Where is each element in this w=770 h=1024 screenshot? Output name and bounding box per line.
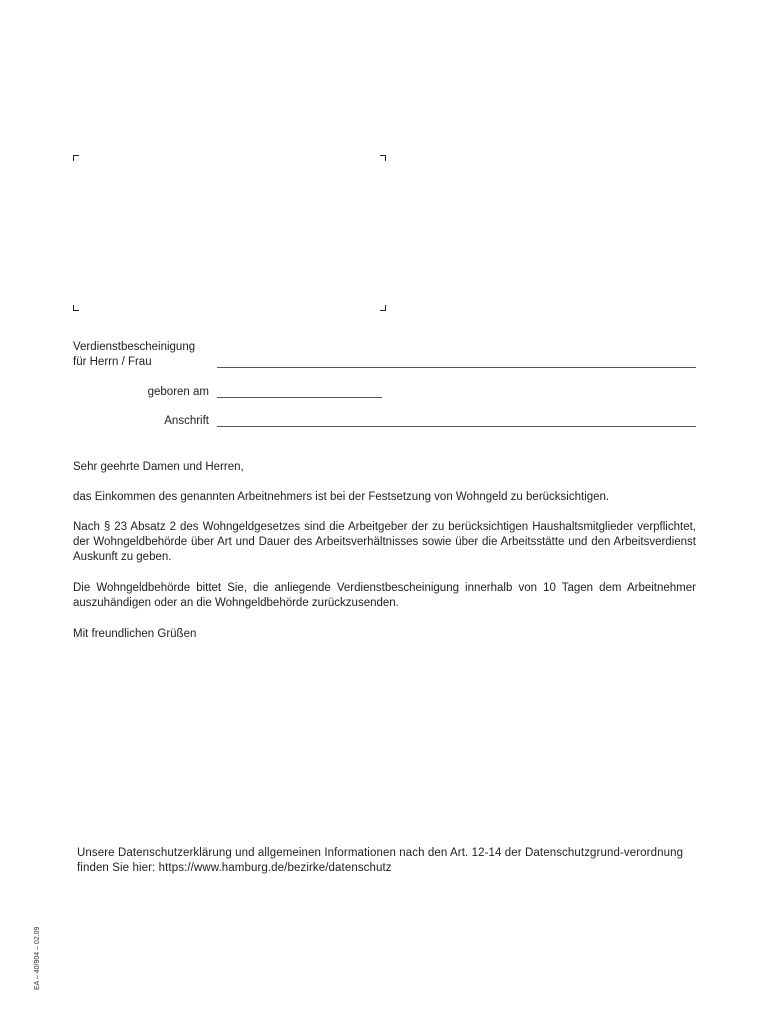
privacy-notice: Unsere Datenschutzerklärung und allgemeinen Informationen nach den Art. 12-14 der Datenschutzgrund-verordnung finden Sie hier: https://www.hamburg.de/bezirke/datenschutz (77, 847, 684, 874)
address-field-line[interactable] (217, 426, 696, 427)
form-title: Verdienstbescheinigung (73, 341, 196, 353)
address-window-corner-bottom-left (73, 305, 79, 311)
form-code: EA – 40/904 – 02.09 (34, 926, 41, 990)
address-label: Anschrift (164, 415, 209, 427)
letter-paragraph-1: das Einkommen des genannten Arbeitnehmers ist bei der Festsetzung von Wohngeld zu berücksichtigen. (73, 491, 610, 503)
birth-date-field-line[interactable] (217, 397, 382, 398)
address-window-corner-top-left (73, 155, 79, 161)
closing: Mit freundlichen Grüßen (73, 628, 197, 640)
salutation: Sehr geehrte Damen und Herren, (73, 461, 244, 473)
birth-date-label: geboren am (147, 386, 209, 398)
letter-paragraph-3: Die Wohngeldbehörde bittet Sie, die anliegende Verdienstbescheinigung innerhalb von 10 Tagen dem Arbeitnehmer auszuhändigen oder an die Wohngeldbehörde zurückzusenden. (73, 582, 696, 609)
name-field-line[interactable] (217, 367, 696, 368)
address-window-corner-bottom-right (380, 305, 386, 311)
letter-paragraph-2: Nach § 23 Absatz 2 des Wohngeldgesetzes sind die Arbeitgeber der zu berücksichtigen Haushaltsmitglieder verpflichtet, der Wohngeldbehörde über Art und Dauer des Arbeitsverhältnisses sowie über die Arbeitsstätte und den Arbeitsverdienst Auskunft zu geben. (73, 521, 696, 563)
address-window-corner-top-right (380, 155, 386, 161)
for-person-label: für Herrn / Frau (73, 356, 152, 368)
